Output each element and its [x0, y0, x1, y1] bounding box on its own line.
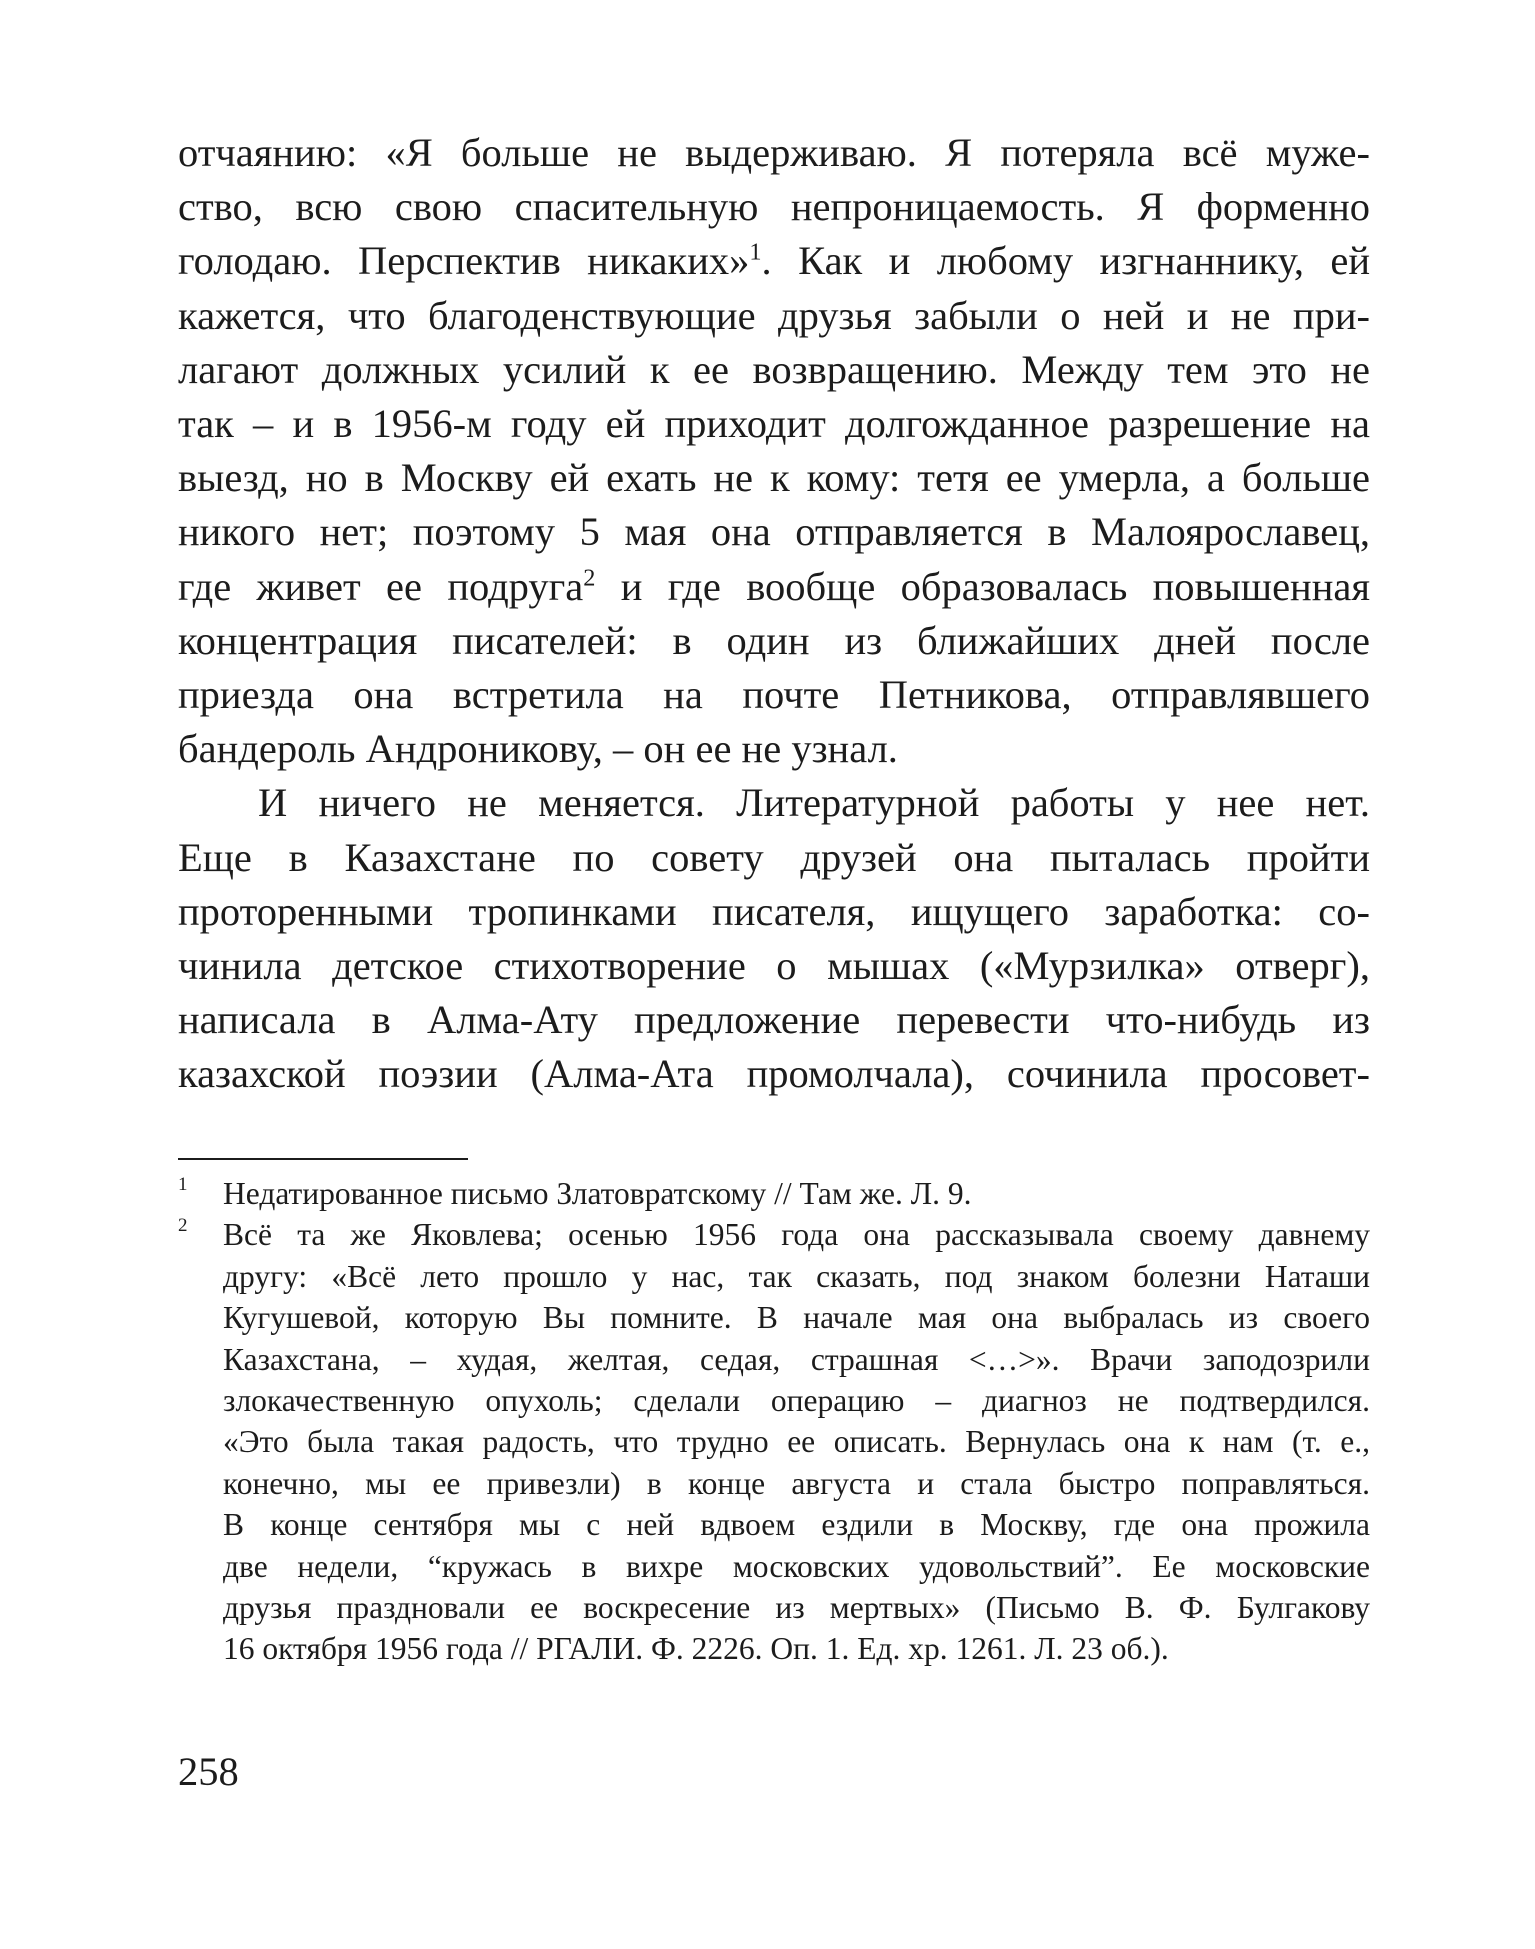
footnote-ref-2[interactable]: 2: [583, 564, 596, 592]
text-fragment: . Как и любому изгнаннику, ей: [761, 238, 1371, 284]
footnote-line: Недатированное письмо Златовратскому // Там же. Л. 9.: [223, 1176, 972, 1211]
text-line: бандероль Андроникову, – он ее не узнал.: [178, 726, 898, 772]
main-text: [178, 126, 1370, 1102]
text-line: никого нет; поэтому 5 мая она отправляется в Малоярославец,: [178, 509, 1370, 555]
footnote-line: 16 октября 1956 года // РГАЛИ. Ф. 2226. Оп. 1. Ед. хр. 1261. Л. 23 об.).: [223, 1631, 1169, 1667]
footnote-line: конечно, мы ее привезли) в конце августа и стала быстро поправляться.: [223, 1465, 1370, 1501]
footnote-line: В конце сентября мы с ней вдвоем ездили в Москву, где она прожила: [223, 1507, 1370, 1543]
text-line: Еще в Казахстане по совету друзей она пыталась пройти: [178, 834, 1370, 880]
text-line: концентрация писателей: в один из ближайших дней после: [178, 617, 1370, 663]
text-line: отчаянию: «Я больше не выдерживаю. Я потеряла всё муже-: [178, 130, 1370, 175]
text-line: приезда она встретила на почте Петникова, отправлявшего: [178, 672, 1370, 718]
text-line: написала в Алма-Ату предложение перевести что-нибудь из: [178, 997, 1370, 1043]
footnote-line: другу: «Всё лето прошло у нас, так сказать, под знаком болезни Наташи: [223, 1258, 1370, 1294]
text-line: проторенными тропинками писателя, ищущего заработка: со-: [178, 888, 1370, 934]
text-line: лагают должных усилий к ее возвращению. Между тем это не: [178, 346, 1370, 392]
text-line: кажется, что благоденствующие друзья забыли о ней и не при-: [178, 292, 1370, 338]
footnote-line: Кугушевой, которую Вы помните. В начале мая она выбралась из своего: [223, 1300, 1370, 1336]
footnote-2: [178, 1214, 1370, 1669]
text-line: [178, 234, 1370, 288]
text-line: ство, всю свою спасительную непроницаемость. Я форменно: [178, 184, 1370, 230]
footnote-line: две недели, “кружась в вихре московских удовольствий”. Ее московские: [223, 1548, 1370, 1584]
footnote-line: друзья праздновали ее воскресение из мертвых» (Письмо В. Ф. Булгакову: [223, 1590, 1370, 1626]
footnote-line: злокачественную опухоль; сделали операцию – диагноз не подтвердился.: [223, 1383, 1370, 1419]
text-fragment: голодаю. Перспектив никаких»: [178, 238, 750, 284]
footnotes: [178, 1173, 1370, 1670]
text-line: выезд, но в Москву ей ехать не к кому: тетя ее умерла, а больше: [178, 455, 1370, 501]
footnote-ref-1[interactable]: 1: [749, 238, 762, 266]
footnote-line: Казахстана, – худая, желтая, седая, страшная <…>». Врачи заподозрили: [223, 1341, 1370, 1377]
page-number: 258: [178, 1749, 239, 1794]
footnote-line: «Это была такая радость, что трудно ее описать. Вернулась она к нам (т. е.,: [223, 1424, 1370, 1460]
footnote-number: 1: [178, 1174, 188, 1195]
text-fragment: и где вообще образовалась повышенная: [595, 563, 1370, 609]
text-line: казахской поэзии (Алма-Ата промолчала), сочинила просовет-: [178, 1051, 1370, 1097]
footnote-separator: [178, 1158, 468, 1160]
footnote-1: [178, 1173, 1370, 1214]
text-fragment: где живет ее подруга: [178, 563, 584, 609]
text-line: чинила детское стихотворение о мышах («Мурзилка» отверг),: [178, 943, 1370, 989]
footnote-number: 2: [178, 1215, 188, 1237]
text-line: И ничего не меняется. Литературной работы у нее нет.: [258, 780, 1370, 826]
footnote-line: Всё та же Яковлева; осенью 1956 года она рассказывала своему давнему: [223, 1217, 1370, 1253]
text-line: так – и в 1956-м году ей приходит долгожданное разрешение на: [178, 401, 1370, 447]
text-line: [178, 560, 1370, 614]
